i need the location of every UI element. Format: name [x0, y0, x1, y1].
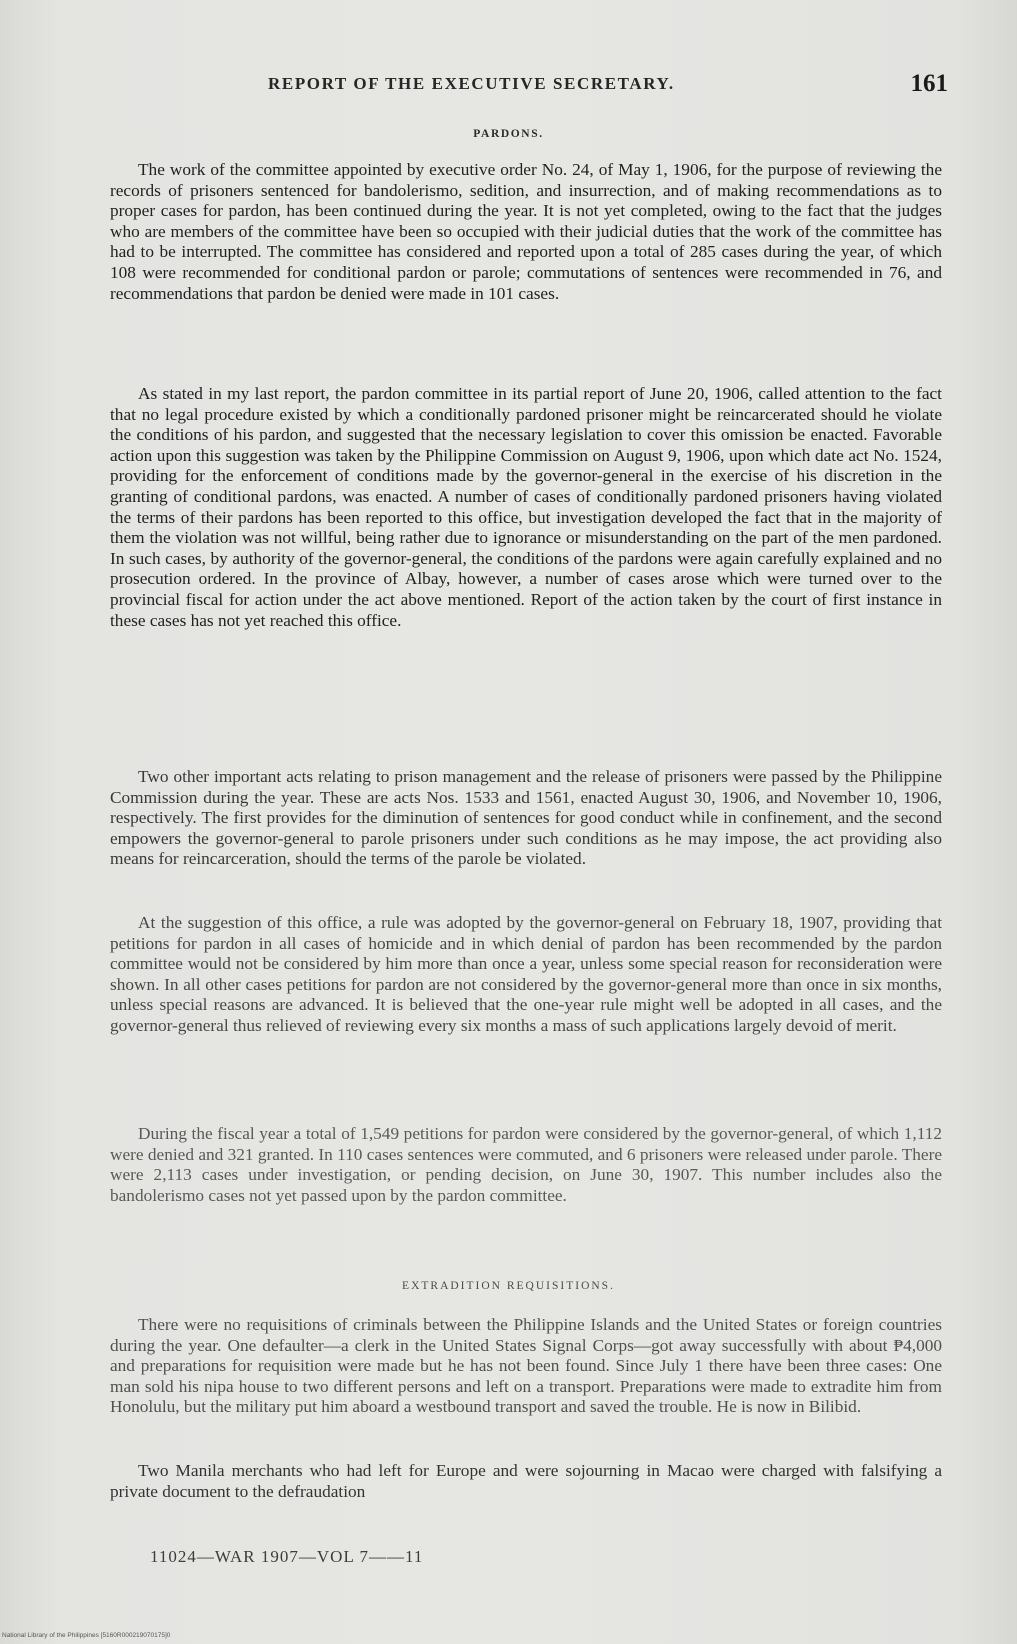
section-heading-pardons: PARDONS. — [473, 128, 544, 140]
paragraph-committee-work: The work of the committee appointed by executive order No. 24, of May 1, 1906, for the purpose of reviewing the records of prisoners sentenced for bandolerismo, sedition, and insurrection, and of making recommendations as to proper cases for pardon, has been continued during the year. It is not yet completed, owing to the fact that the judges who are members of the committee have been so occupied with their judicial duties that the work of the committee has had to be interrupted. The committee has considered and reported upon a total of 285 cases during the year, of which 108 were recommended for conditional pardon or parole; commutations of sentences were recommended in 76, and recommendations that pardon be denied were made in 101 cases. — [110, 160, 942, 303]
paragraph-petition-totals: During the fiscal year a total of 1,549 petitions for pardon were considered by the governor-general, of which 1,112 were denied and 321 granted. In 110 cases sentences were commuted, and 6 prisoners were released under parole. There were 2,113 cases under investigation, or pending decision, on June 30, 1907. This number includes also the bandolerismo cases not yet passed upon by the pardon committee. — [110, 1124, 942, 1205]
paragraph-petition-rule: At the suggestion of this office, a rule was adopted by the governor-general on February 18, 1907, providing that petitions for pardon in all cases of homicide and in which denial of pardon has been recommended by the pardon committee would not be considered by him more than once a year, unless some special reason for reconsideration were shown. In all other cases petitions for pardon are not considered by the governor-general more than once in six months, unless special reasons are advanced. It is believed that the one-year rule might well be adopted in all cases, and the governor-general thus relieved of reviewing every six months a mass of such applications largely devoid of merit. — [110, 913, 942, 1035]
page-number: 161 — [910, 70, 948, 97]
library-imprint: National Library of the Philippines [5160R000219070175]0 — [2, 1632, 171, 1639]
paragraph-manila-merchants: Two Manila merchants who had left for Europe and were sojourning in Macao were charged with falsifying a private document to the defraudation — [110, 1461, 942, 1501]
running-head: REPORT OF THE EXECUTIVE SECRETARY. — [268, 74, 675, 93]
section-heading-extradition: EXTRADITION REQUISITIONS. — [402, 1280, 615, 1292]
paragraph-conditional-pardons: As stated in my last report, the pardon committee in its partial report of June 20, 1906, called attention to the fact that no legal procedure existed by which a conditionally pardoned prisoner might be reincarcerated should he violate the conditions of his pardon, and suggested that the necessary legislation to cover this omission be enacted. Favorable action upon this suggestion was taken by the Philippine Commission on August 9, 1906, upon which date act No. 1524, providing for the enforcement of conditions made by the governor-general in the exercise of his discretion in the granting of conditional pardons, was enacted. A number of cases of conditionally pardoned prisoners having violated the terms of their pardons has been reported to this office, but investigation developed the fact that in the majority of them the violation was not willful, being rather due to ignorance or misunderstanding on the part of the men pardoned. In such cases, by authority of the governor-general, the conditions of the pardons were again carefully explained and no prosecution ordered. In the province of Albay, however, a number of cases arose which were turned over to the provincial fiscal for action under the act above mentioned. Report of the action taken by the court of first instance in these cases has not yet reached this office. — [110, 384, 942, 630]
paragraph-prison-acts: Two other important acts relating to prison management and the release of prisoners were passed by the Philippine Commission during the year. These are acts Nos. 1533 and 1561, enacted August 30, 1906, and November 10, 1906, respectively. The first provides for the diminution of sentences for good conduct while in confinement, and the second empowers the governor-general to parole prisoners under such conditions as he may impose, the act providing also means for reincarceration, should the terms of the parole be violated. — [110, 767, 942, 869]
signature-mark: 11024—WAR 1907—VOL 7——11 — [150, 1547, 424, 1566]
page-header — [268, 72, 948, 102]
paragraph-requisitions: There were no requisitions of criminals between the Philippine Islands and the United States or foreign countries during the year. One defaulter—a clerk in the United States Signal Corps—got away successfully with about ₱4,000 and preparations for requisition were made but he has not been found. Since July 1 there have been three cases: One man sold his nipa house to two different persons and left on a transport. Preparations were made to extradite him from Honolulu, but the military put him aboard a westbound transport and saved the trouble. He is now in Bilibid. — [110, 1315, 942, 1417]
